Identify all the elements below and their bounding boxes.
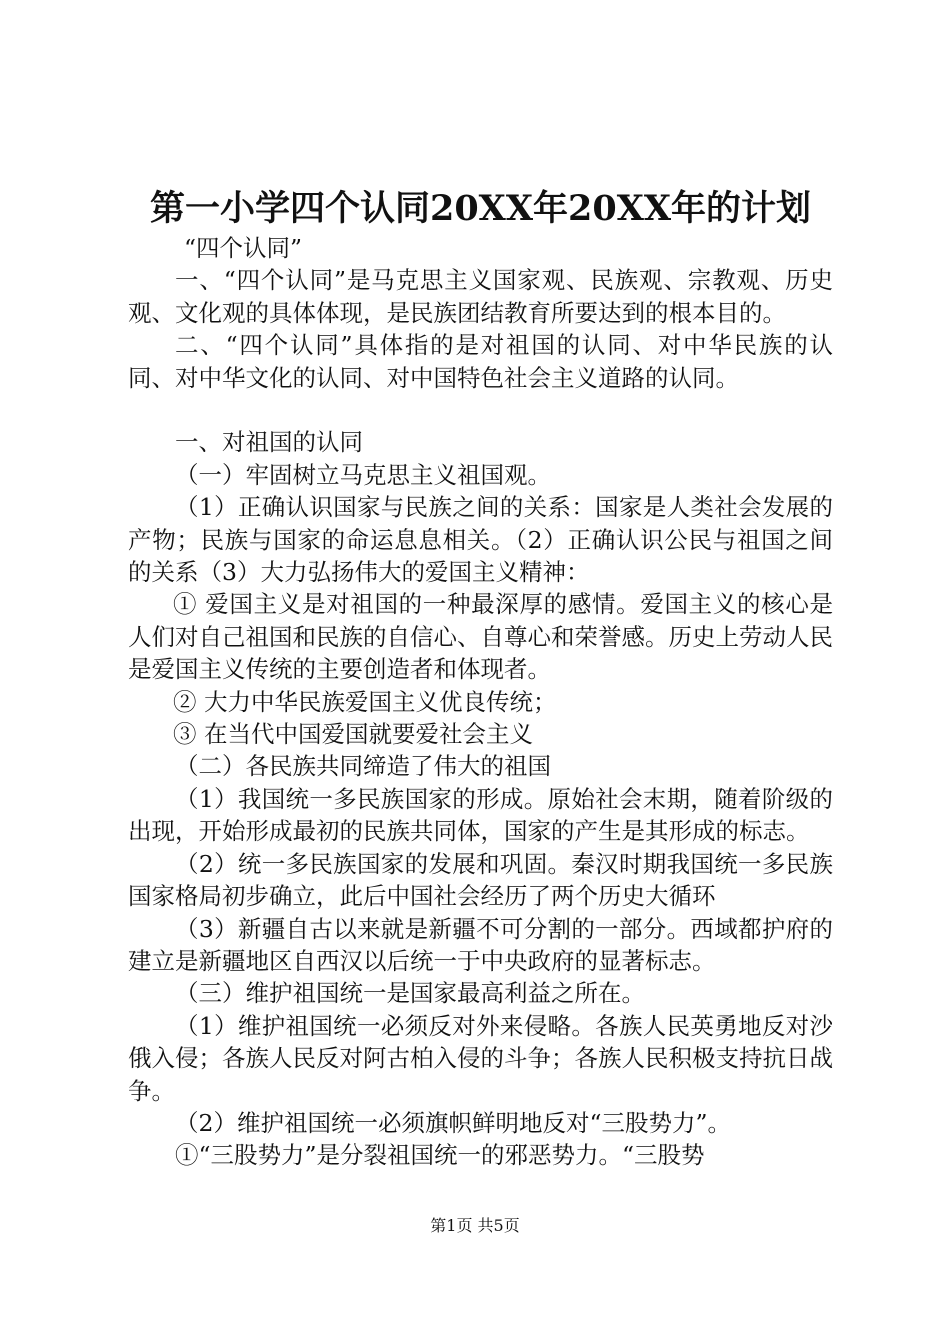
paragraph: （2）统一多民族国家的发展和巩固。秦汉时期我国统一多民族国家格局初步确立，此后中国社会经历了两个历史大循环 — [128, 849, 833, 911]
paragraph: ①“三股势力”是分裂祖国统一的邪恶势力。“三股势 — [175, 1141, 705, 1170]
paragraph: “四个认同” — [184, 234, 303, 262]
page-number-footer: 第1页 共5页 — [430, 1216, 520, 1235]
paragraph: （三）维护祖国统一是国家最高利益之所在。 — [175, 979, 645, 1008]
document-body — [128, 232, 833, 1172]
paragraph: 二、“四个认同”具体指的是对祖国的认同、对中华民族的认同、对中华文化的认同、对中国特色社会主义道路的认同。 — [128, 331, 833, 392]
blank-line — [128, 394, 833, 426]
paragraph: （1）我国统一多民族国家的形成。原始社会末期，随着阶级的出现，开始形成最初的民族共同体，国家的产生是其形成的标志。 — [128, 784, 833, 846]
paragraph: （1）正确认识国家与民族之间的关系：国家是人类社会发展的产物；民族与国家的命运息息相关。（2）正确认识公民与祖国之间的关系（3）大力弘扬伟大的爱国主义精神： — [128, 493, 833, 587]
paragraph: （2）维护祖国统一必须旗帜鲜明地反对“三股势力”。 — [175, 1108, 731, 1137]
paragraph: ① 爱国主义是对祖国的一种最深厚的感情。爱国主义的核心是人们对自己祖国和民族的自信心、自尊心和荣誉感。历史上劳动人民是爱国主义传统的主要创造者和体现者。 — [128, 590, 833, 684]
paragraph: 一、“四个认同”是马克思主义国家观、民族观、宗教观、历史观、文化观的具体体现，是民族团结教育所要达到的根本目的。 — [128, 266, 833, 327]
paragraph: （二）各民族共同缔造了伟大的祖国 — [175, 752, 551, 781]
document-title: 第一小学四个认同20XX年20XX年的计划 — [149, 188, 812, 229]
paragraph: （一）牢固树立马克思主义祖国观。 — [175, 460, 551, 489]
paragraph: （1）维护祖国统一必须反对外来侵略。各族人民英勇地反对沙俄入侵；各族人民反对阿古柏入侵的斗争；各族人民积极支持抗日战争。 — [128, 1011, 833, 1105]
paragraph: ② 大力中华民族爱国主义优良传统； — [173, 687, 557, 716]
section-heading: 一、对祖国的认同 — [175, 428, 363, 457]
paragraph: ③ 在当代中国爱国就要爱社会主义 — [173, 720, 533, 749]
paragraph: （3）新疆自古以来就是新疆不可分割的一部分。西域都护府的建立是新疆地区自西汉以后统一于中央政府的显著标志。 — [128, 914, 833, 975]
